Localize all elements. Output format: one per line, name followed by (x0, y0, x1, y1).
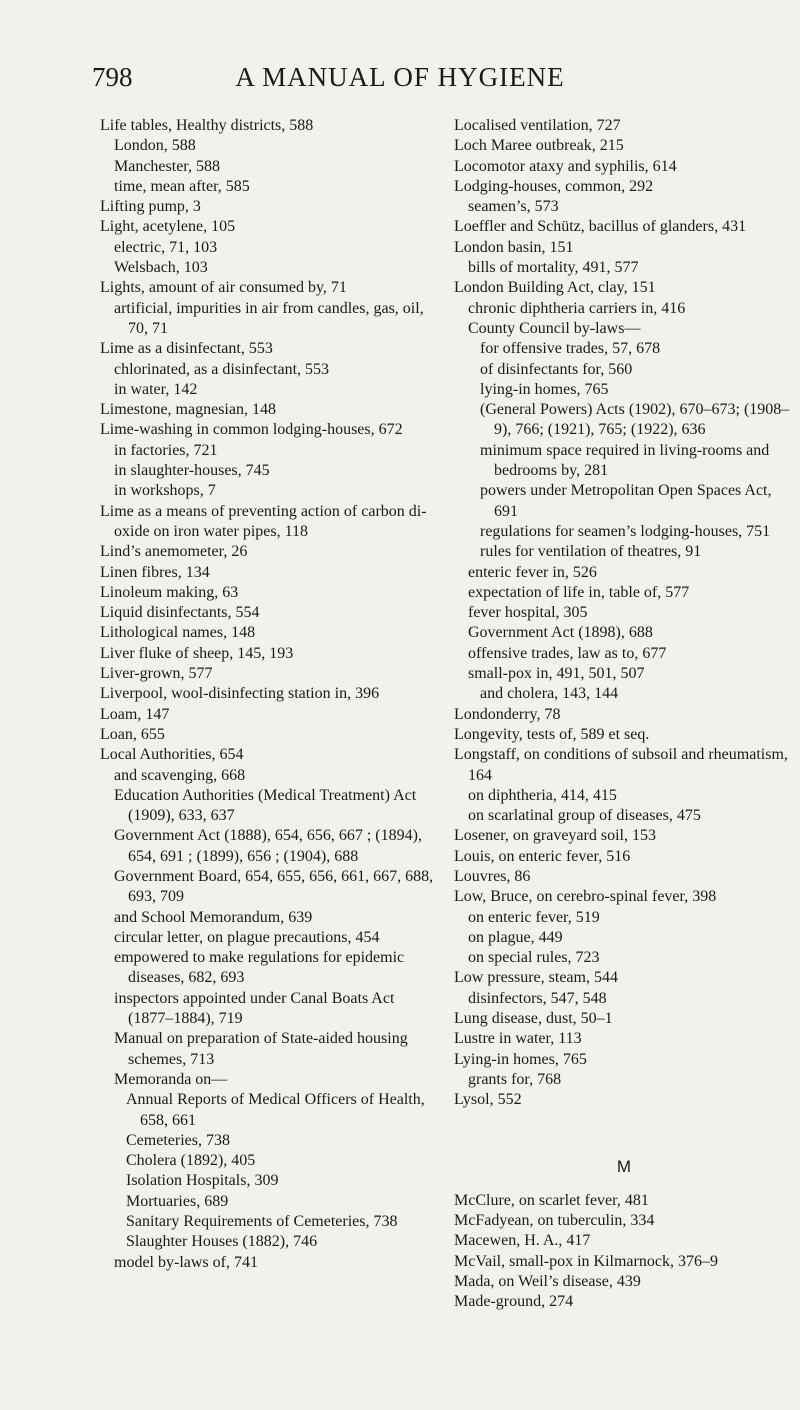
index-entry: inspectors appointed under Canal Boats Act (1877–1884), 719 (114, 989, 395, 1028)
page-number: 798 (92, 62, 133, 92)
index-entry: Local Authorities, 654 (100, 746, 244, 764)
index-entry: Light, acetylene, 105 (100, 218, 236, 236)
index-entry: Lysol, 552 (454, 1091, 522, 1109)
index-entry: Mada, on Weil’s disease, 439 (454, 1273, 641, 1291)
index-entry: Sanitary Requirements of Cemeteries, 738 (126, 1213, 398, 1231)
index-entry: model by-laws of, 741 (114, 1253, 258, 1271)
index-entry: lying-in homes, 765 (480, 380, 609, 398)
index-entry: bills of mortality, 491, 577 (468, 259, 639, 277)
index-entry: small-pox in, 491, 501, 507 (468, 665, 645, 683)
index-entry: Government Act (1888), 654, 656, 667 ; (1894), 654, 691 ; (1899), 656 ; (1904), 688 (114, 827, 422, 865)
index-entry: seamen’s, 573 (468, 198, 559, 216)
index-entry: Made-ground, 274 (454, 1293, 574, 1311)
index-entry: Cemeteries, 738 (126, 1131, 230, 1149)
index-entry: Manchester, 588 (114, 157, 220, 175)
index-entry: Linen fibres, 134 (100, 563, 210, 581)
index-entry: Lime-washing in common lodging-houses, 672 (100, 421, 403, 439)
index-entry: Slaughter Houses (1882), 746 (126, 1233, 318, 1251)
index-entry: and cholera, 143, 144 (480, 685, 619, 703)
index-entry: Life tables, Healthy districts, 588 (100, 117, 314, 134)
index-entry: Losener, on graveyard soil, 153 (454, 827, 656, 845)
index-entry: disinfectors, 547, 548 (468, 989, 607, 1007)
index-entry: Liver-grown, 577 (100, 665, 213, 683)
index-entry: Government Board, 654, 655, 656, 661, 667, 688, 693, 709 (114, 867, 434, 906)
index-entry: artificial, impurities in air from candles, gas, oil, 70, 71 (114, 299, 424, 337)
page-header (0, 62, 800, 102)
index-entry: Low pressure, steam, 544 (454, 969, 618, 987)
index-entry: Lung disease, dust, 50–1 (454, 1010, 613, 1028)
index-entry: Liverpool, wool-disinfecting station in, 396 (100, 685, 380, 703)
index-entry: Isolation Hospitals, 309 (126, 1172, 279, 1190)
index-entry: Mortuaries, 689 (126, 1192, 229, 1210)
index-entry: in slaughter-houses, 745 (114, 462, 270, 480)
index-entry: in factories, 721 (114, 441, 218, 459)
index-entry: on scarlatinal group of diseases, 475 (468, 807, 701, 825)
index-column-right (454, 116, 794, 1313)
index-entry: Loch Maree outbreak, 215 (454, 137, 624, 155)
index-entry: on special rules, 723 (468, 949, 600, 967)
index-entry: rules for ventilation of theatres, 91 (480, 543, 702, 561)
index-entry: London, 588 (114, 137, 196, 155)
index-entry: regulations for seamen’s lodging-houses, 751 (480, 522, 771, 540)
index-entry: London basin, 151 (454, 238, 574, 256)
index-entry: County Council by-laws— (468, 319, 641, 337)
index-entry: Annual Reports of Medical Officers of Health, 658, 661 (126, 1091, 425, 1129)
index-entry: Lime as a means of preventing action of carbon di-oxide on iron water pipes, 118 (100, 502, 427, 540)
index-entry: Linoleum making, 63 (100, 583, 239, 601)
index-entry: Lustre in water, 113 (454, 1030, 582, 1048)
index-entry: in water, 142 (114, 380, 198, 398)
index-entry: Government Act (1898), 688 (468, 624, 653, 642)
index-entry: London Building Act, clay, 151 (454, 279, 656, 297)
section-letter-heading: M (616, 1156, 632, 1176)
index-entry: Longevity, tests of, 589 et seq. (454, 725, 650, 743)
index-entry: expectation of life in, table of, 577 (468, 583, 690, 601)
index-entry: (General Powers) Acts (1902), 670–673; (1908–9), 766; (1921), 765; (1922), 636 (480, 401, 790, 439)
index-entry: for offensive trades, 57, 678 (480, 340, 661, 358)
index-entry: Localised ventilation, 727 (454, 117, 621, 134)
index-entry: grants for, 768 (468, 1070, 562, 1088)
index-entry: Lifting pump, 3 (100, 198, 201, 216)
index-entry: Liquid disinfectants, 554 (100, 604, 260, 622)
index-entry: on diphtheria, 414, 415 (468, 786, 617, 804)
index-entry: circular letter, on plague precautions, 454 (114, 928, 380, 946)
index-entry: chronic diphtheria carriers in, 416 (468, 299, 686, 317)
index-entry: Lithological names, 148 (100, 624, 256, 642)
index-entry: Limestone, magnesian, 148 (100, 401, 276, 419)
index-entry: on plague, 449 (468, 928, 563, 946)
index-entry: and scavenging, 668 (114, 766, 246, 784)
index-entry: Lime as a disinfectant, 553 (100, 340, 273, 358)
index-entry: Macewen, H. A., 417 (454, 1232, 591, 1250)
index-entry: in workshops, 7 (114, 482, 216, 500)
index-entry: Welsbach, 103 (114, 259, 208, 277)
index-entry: Locomotor ataxy and syphilis, 614 (454, 157, 677, 175)
index-entry: McFadyean, on tuberculin, 334 (454, 1212, 655, 1230)
index-entry: Londonderry, 78 (454, 705, 561, 723)
index-entry: Manual on preparation of State-aided housing schemes, 713 (114, 1030, 408, 1068)
index-entry: Lodging-houses, common, 292 (454, 177, 654, 195)
index-entry: Liver fluke of sheep, 145, 193 (100, 644, 294, 662)
index-entry: McVail, small-pox in Kilmarnock, 376–9 (454, 1252, 718, 1270)
index-entry: empowered to make regulations for epidemic diseases, 682, 693 (114, 949, 405, 987)
index-entry: Lights, amount of air consumed by, 71 (100, 279, 347, 297)
index-entry: fever hospital, 305 (468, 604, 588, 622)
index-column-left (100, 116, 440, 1273)
index-entry: minimum space required in living-rooms and bedrooms by, 281 (480, 441, 770, 480)
index-entry: on enteric fever, 519 (468, 908, 600, 926)
index-entry: chlorinated, as a disinfectant, 553 (114, 360, 330, 378)
index-entry: powers under Metropolitan Open Spaces Act, 691 (480, 482, 772, 520)
running-title: A MANUAL OF HYGIENE (235, 62, 565, 92)
index-entry: Louis, on enteric fever, 516 (454, 847, 631, 865)
index-entry: Low, Bruce, on cerebro-spinal fever, 398 (454, 888, 717, 906)
index-entry: Loam, 147 (100, 705, 170, 723)
index-entry: electric, 71, 103 (114, 238, 218, 256)
index-entry: Loan, 655 (100, 725, 165, 743)
index-entry: Longstaff, on conditions of subsoil and rheumatism, 164 (454, 746, 788, 784)
index-entry: time, mean after, 585 (114, 177, 250, 195)
index-entry: and School Memorandum, 639 (114, 908, 313, 926)
index-entry: Cholera (1892), 405 (126, 1152, 256, 1170)
index-entry: of disinfectants for, 560 (480, 360, 633, 378)
index-entry: McClure, on scarlet fever, 481 (454, 1191, 649, 1209)
index-entry: offensive trades, law as to, 677 (468, 644, 667, 662)
index-entry: enteric fever in, 526 (468, 563, 597, 581)
index-entry: Education Authorities (Medical Treatment) Act (1909), 633, 637 (114, 786, 417, 825)
index-entry: Lind’s anemometer, 26 (100, 543, 248, 561)
index-entry: Loeffler and Schütz, bacillus of glanders, 431 (454, 218, 747, 236)
index-entry: Memoranda on— (114, 1070, 228, 1088)
index-entry: Louvres, 86 (454, 867, 531, 885)
index-entry: Lying-in homes, 765 (454, 1050, 587, 1068)
